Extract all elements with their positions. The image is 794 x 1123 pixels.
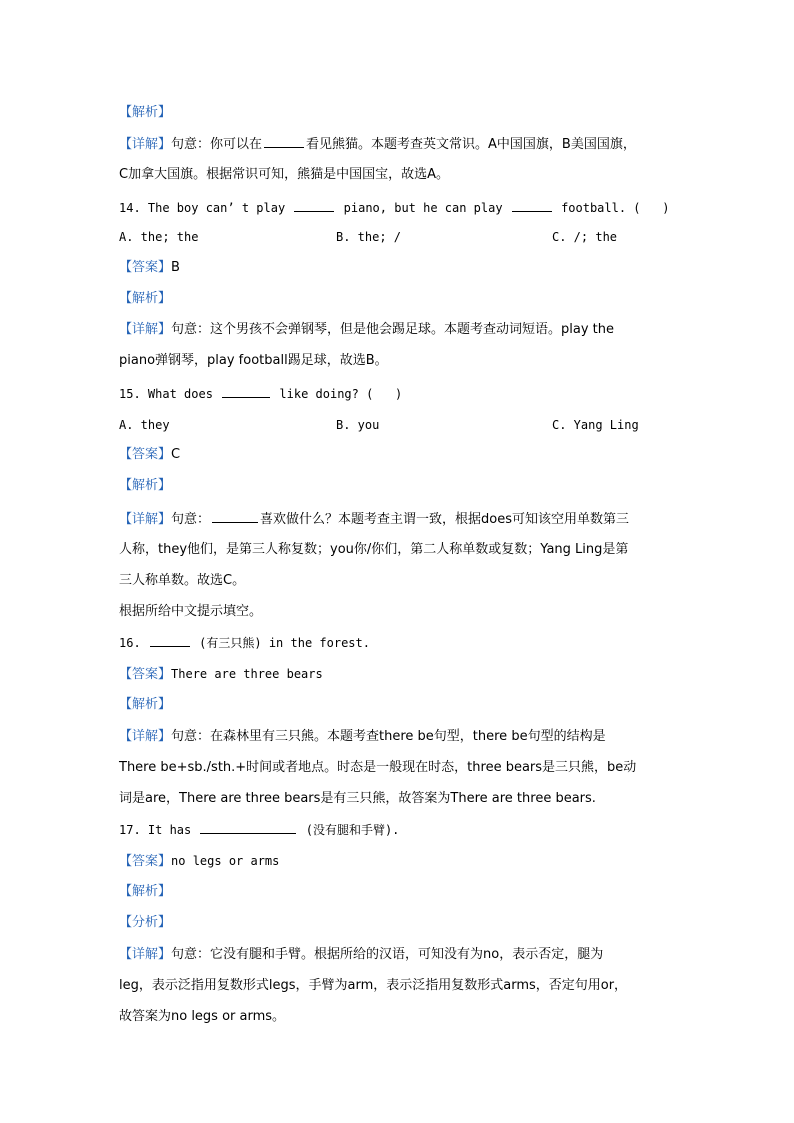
answer-blank xyxy=(222,385,270,398)
q14-stem: 14. The boy can’ t play piano, but he can play football. ( ) xyxy=(119,201,670,215)
q13-detail-line1: 【详解】句意：你可以在 看见熊猫。本题考查英文常识。A中国国旗，B美国国旗， xyxy=(119,137,636,152)
q17-detail-line2: leg，表示泛指用复数形式legs，手臂为arm，表示泛指用复数形式arms，否定句用or， xyxy=(119,978,628,993)
answer-blank xyxy=(200,821,296,834)
q16-detail-line1: 【详解】句意：在森林里有三只熊。本题考查there be句型，there be句型的结构是 xyxy=(119,729,606,744)
q14-option-a: A. the; the xyxy=(119,230,199,244)
q15-detail-line2: 人称，they他们，是第三人称复数；you你/你们，第二人称单数或复数；Yang Ling是第 xyxy=(119,542,629,557)
answer-blank xyxy=(294,199,334,212)
q16-answer: 【答案】There are three bears xyxy=(119,667,323,682)
section-instruction: 根据所给中文提示填空。 xyxy=(119,604,263,619)
breakdown-label: 【分析】 xyxy=(119,915,172,930)
q15-option-a: A. they xyxy=(119,418,170,432)
analysis-label: 【解析】 xyxy=(119,884,172,899)
q15-detail-line3: 三人称单数。故选C。 xyxy=(119,573,246,588)
answer-blank xyxy=(150,634,190,647)
q16-detail-line3: 词是are，There are three bears是有三只熊，故答案为There are three bears. xyxy=(119,791,596,806)
analysis-label: 【解析】 xyxy=(119,105,172,120)
q14-detail-line1: 【详解】句意：这个男孩不会弹钢琴，但是他会踢足球。本题考查动词短语。play the xyxy=(119,322,615,337)
q17-detail-line3: 故答案为no legs or arms。 xyxy=(119,1009,286,1024)
q17-answer: 【答案】no legs or arms xyxy=(119,854,280,869)
q14-detail-line2: piano弹钢琴，play football踢足球，故选B。 xyxy=(119,353,388,368)
analysis-label: 【解析】 xyxy=(119,478,172,493)
analysis-label: 【解析】 xyxy=(119,697,172,712)
q17-stem: 17. It has (没有腿和手臂). xyxy=(119,823,400,837)
q14-answer: 【答案】B xyxy=(119,260,180,275)
q17-detail-line1: 【详解】句意：它没有腿和手臂。根据所给的汉语，可知没有为no，表示否定，腿为 xyxy=(119,947,604,962)
q16-stem: 16. (有三只熊) in the forest. xyxy=(119,636,370,650)
q14-option-c: C. /; the xyxy=(552,230,618,244)
q16-detail-line2: There be+sb./sth.+时间或者地点。时态是一般现在时态，three bears是三只熊，be动 xyxy=(119,760,637,775)
q15-stem: 15. What does like doing? ( ) xyxy=(119,387,403,401)
q15-option-c: C. Yang Ling xyxy=(552,418,639,432)
q13-detail-line2: C加拿大国旗。根据常识可知，熊猫是中国国宝，故选A。 xyxy=(119,167,449,182)
answer-blank xyxy=(512,199,552,212)
answer-blank xyxy=(264,135,304,148)
answer-blank xyxy=(212,510,258,523)
analysis-label: 【解析】 xyxy=(119,291,172,306)
q15-detail-line1: 【详解】句意： 喜欢做什么？本题考查主谓一致，根据does可知该空用单数第三 xyxy=(119,512,630,527)
q14-option-b: B. the; / xyxy=(336,230,402,244)
q15-answer: 【答案】C xyxy=(119,447,181,462)
q15-option-b: B. you xyxy=(336,418,380,432)
